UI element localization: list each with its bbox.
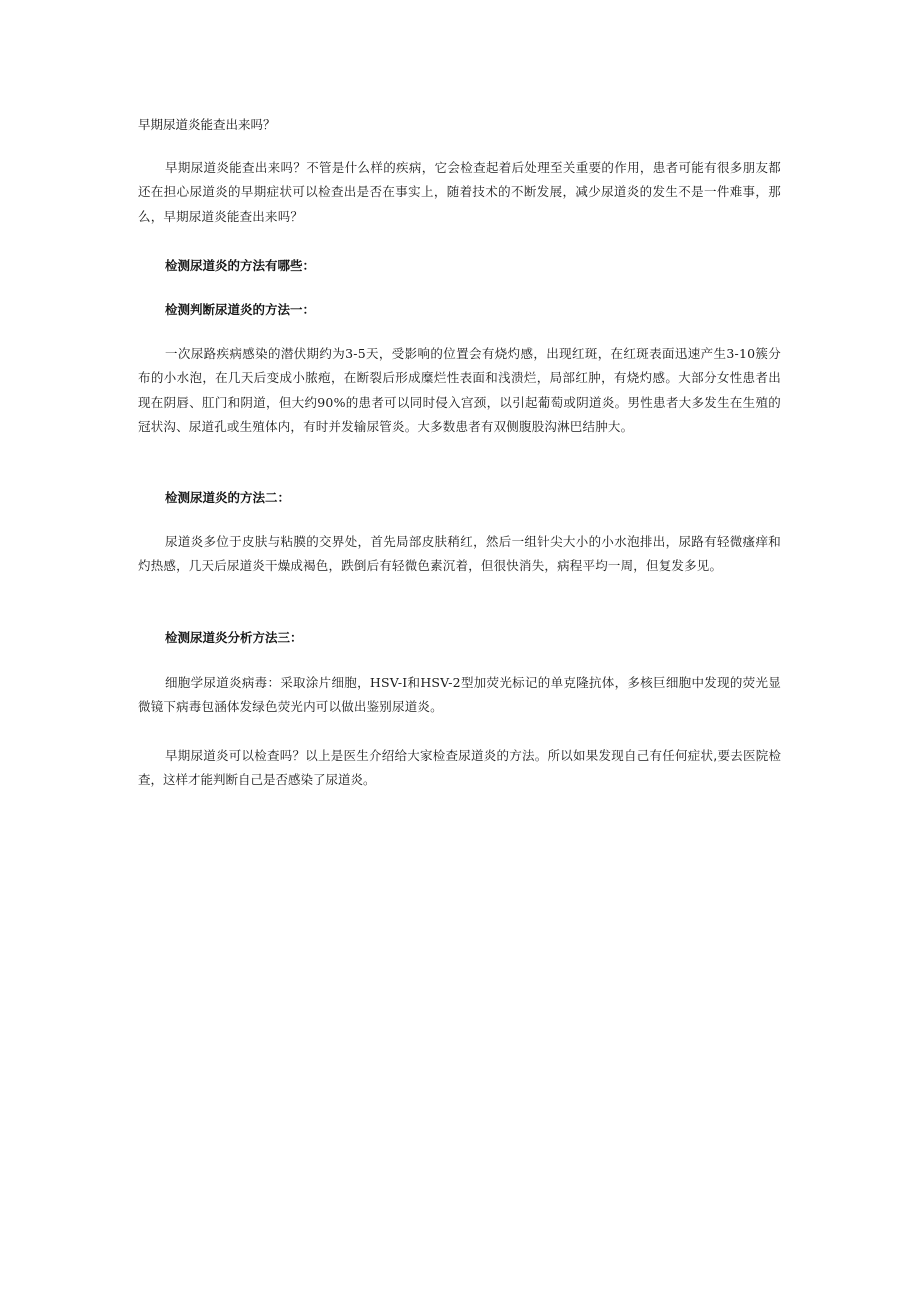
method2-heading: 检测尿道炎的方法二：: [165, 490, 291, 505]
document-title: 早期尿道炎能查出来吗？: [138, 117, 276, 132]
method3-heading: 检测尿道炎分析方法三：: [165, 630, 303, 645]
methods-heading: 检测尿道炎的方法有哪些：: [165, 258, 316, 273]
method2-paragraph: 尿道炎多位于皮肤与粘膜的交界处，首先局部皮肤稍红，然后一组针尖大小的小水泡排出，尿路有轻微瘙痒和灼热感，几天后尿道炎干燥成褐色，跌倒后有轻微色素沉着，但很快消失，病程平均一周，但复发多见。: [138, 534, 781, 574]
conclusion-paragraph: 早期尿道炎可以检查吗？以上是医生介绍给大家检查尿道炎的方法。所以如果发现自己有任何症状,要去医院检查，这样才能判断自己是否感染了尿道炎。: [138, 748, 781, 788]
method1-heading: 检测判断尿道炎的方法一：: [165, 302, 316, 317]
intro-paragraph: 早期尿道炎能查出来吗？不管是什么样的疾病，它会检查起着后处理至关重要的作用，患者可能有很多朋友都还在担心尿道炎的早期症状可以检查出是否在事实上，随着技术的不断发展，减少尿道炎的发生不是一件难事，那么，早期尿道炎能查出来吗？: [138, 160, 781, 224]
method3-paragraph: 细胞学尿道炎病毒：采取涂片细胞，HSV-I和HSV-2型加荧光标记的单克隆抗体，多核巨细胞中发现的荧光显微镜下病毒包涵体发绿色荧光内可以做出鉴别尿道炎。: [138, 675, 781, 715]
method1-paragraph: 一次尿路疾病感染的潜伏期约为3-5天，受影响的位置会有烧灼感，出现红斑，在红斑表面迅速产生3-10簇分布的小水泡，在几天后变成小脓疱，在断裂后形成糜烂性表面和浅溃烂，局部红肿，有烧灼感。大部分女性患者出现在阴唇、肛门和阴道，但大约90%的患者可以同时侵入宫颈，以引起葡萄或阴道炎。男性患者大多发生在生殖的冠状沟、尿道孔或生殖体内，有时并发输尿管炎。大多数患者有双侧腹股沟淋巴结肿大。: [138, 346, 781, 434]
